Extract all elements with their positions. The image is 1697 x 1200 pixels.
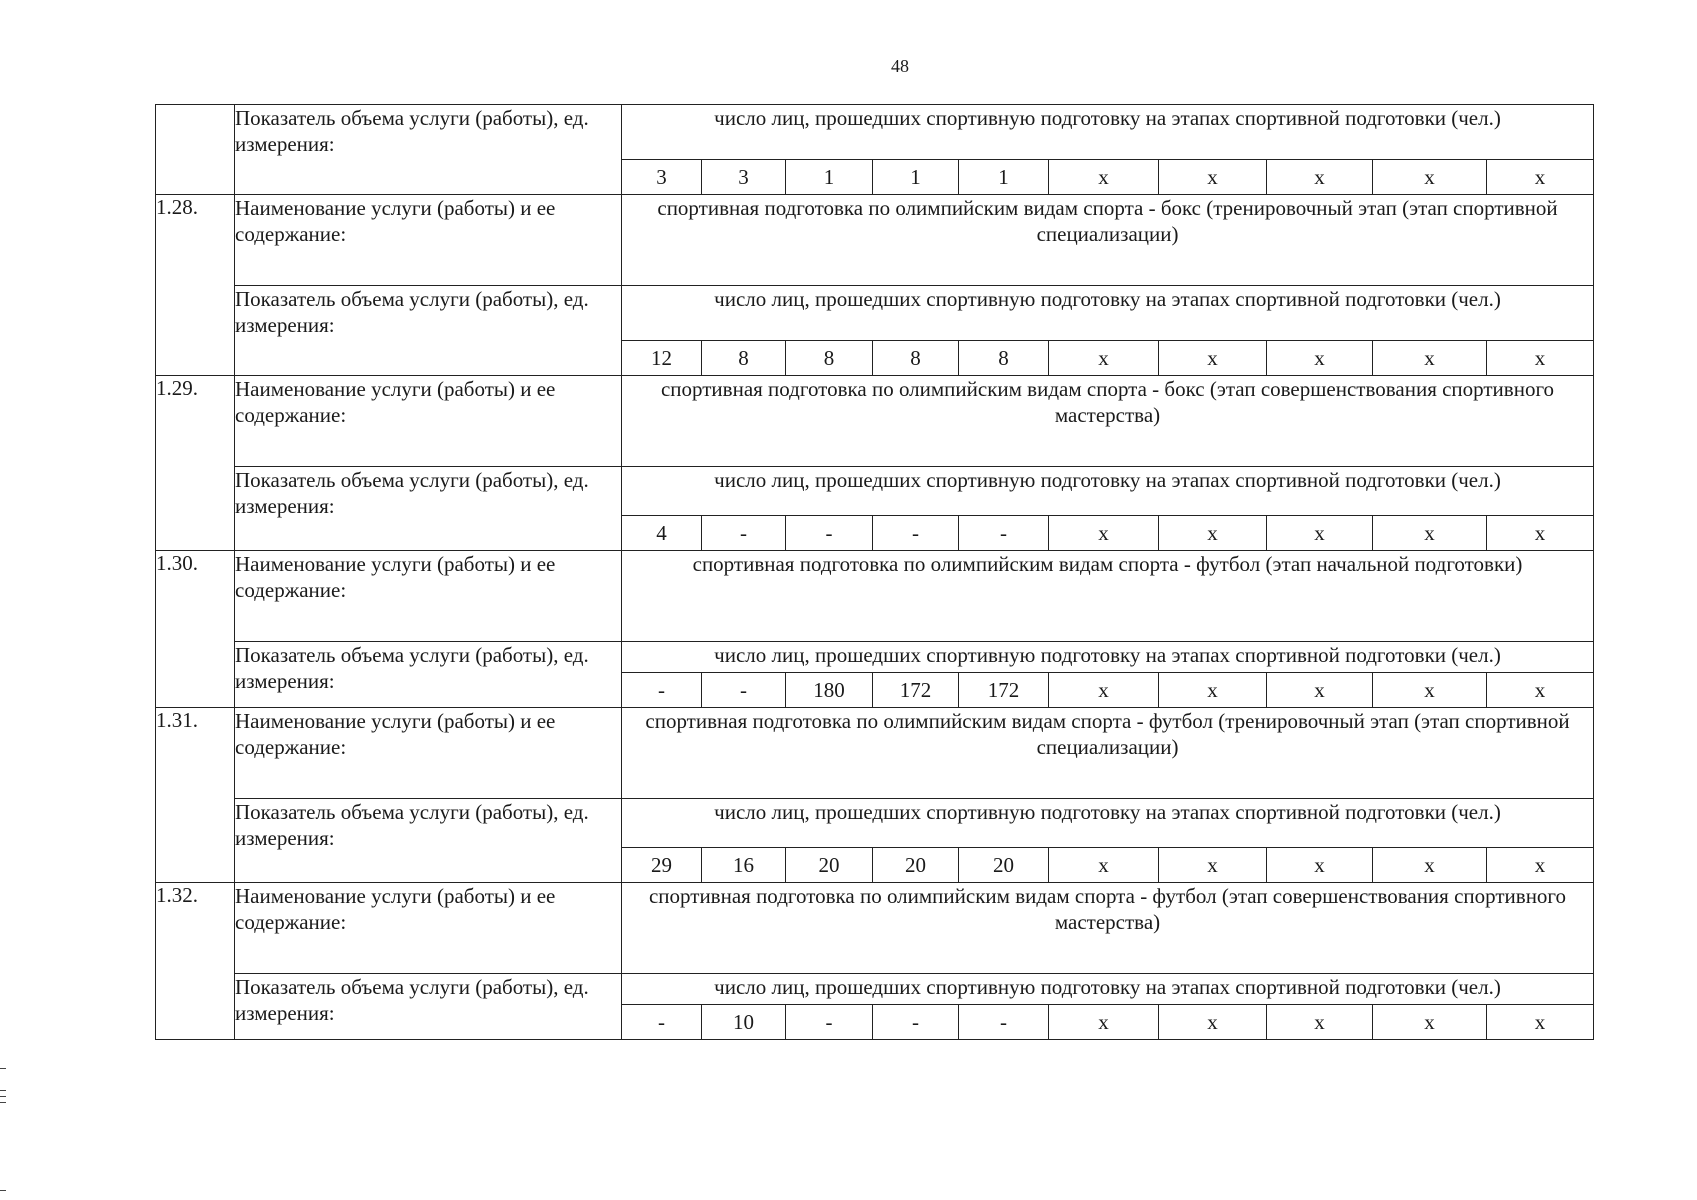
indicator-label: Показатель объема услуги (работы), ед. измерения: xyxy=(235,642,622,708)
indicator-label: Показатель объема услуги (работы), ед. измерения: xyxy=(235,286,622,376)
section-number: 1.29. xyxy=(156,376,235,551)
value-cell: х xyxy=(1159,848,1267,883)
value-cell: х xyxy=(1049,160,1159,195)
indicator-label: Показатель объема услуги (работы), ед. измерения: xyxy=(235,467,622,551)
value-cell: х xyxy=(1373,1005,1487,1040)
value-cell: - xyxy=(622,673,702,708)
service-label: Наименование услуги (работы) и ее содержание: xyxy=(235,708,622,799)
section-number: 1.32. xyxy=(156,883,235,1040)
value-cell: 8 xyxy=(786,341,873,376)
value-cell: х xyxy=(1159,1005,1267,1040)
value-cell: х xyxy=(1267,848,1373,883)
service-row xyxy=(156,195,1594,286)
service-label: Наименование услуги (работы) и ее содержание: xyxy=(235,883,622,974)
value-cell: х xyxy=(1487,848,1594,883)
indicator-row xyxy=(156,642,1594,673)
indicator-label: Показатель объема услуги (работы), ед. измерения: xyxy=(235,105,622,195)
value-cell: х xyxy=(1049,673,1159,708)
value-cell: х xyxy=(1159,516,1267,551)
value-cell: 1 xyxy=(786,160,873,195)
value-cell: 3 xyxy=(702,160,786,195)
value-cell: 1 xyxy=(873,160,959,195)
indicator-text: число лиц, прошедших спортивную подготовку на этапах спортивной подготовки (чел.) xyxy=(622,974,1594,1005)
value-cell: х xyxy=(1049,1005,1159,1040)
value-cell: 8 xyxy=(959,341,1049,376)
value-cell: х xyxy=(1267,673,1373,708)
value-cell: х xyxy=(1267,516,1373,551)
service-row xyxy=(156,708,1594,799)
indicator-row xyxy=(156,467,1594,516)
value-cell: 4 xyxy=(622,516,702,551)
value-cell: х xyxy=(1373,160,1487,195)
value-cell: 8 xyxy=(873,341,959,376)
section-number: 1.28. xyxy=(156,195,235,376)
section-number: 1.31. xyxy=(156,708,235,883)
indicator-text: число лиц, прошедших спортивную подготовку на этапах спортивной подготовки (чел.) xyxy=(622,642,1594,673)
scan-mark xyxy=(0,1090,6,1091)
service-text: спортивная подготовка по олимпийским видам спорта - футбол (этап начальной подготовки) xyxy=(622,551,1594,642)
service-table xyxy=(155,104,1594,1040)
value-cell: х xyxy=(1159,160,1267,195)
value-cell: х xyxy=(1487,516,1594,551)
indicator-row xyxy=(156,105,1594,160)
service-row xyxy=(156,376,1594,467)
service-label: Наименование услуги (работы) и ее содержание: xyxy=(235,376,622,467)
indicator-row xyxy=(156,286,1594,341)
value-cell: х xyxy=(1159,341,1267,376)
value-cell: 20 xyxy=(786,848,873,883)
value-cell: - xyxy=(959,516,1049,551)
scan-mark xyxy=(0,1096,6,1097)
value-cell: х xyxy=(1373,516,1487,551)
value-cell: 3 xyxy=(622,160,702,195)
value-cell: х xyxy=(1487,341,1594,376)
value-cell: 12 xyxy=(622,341,702,376)
value-cell: х xyxy=(1373,848,1487,883)
section-number: 1.30. xyxy=(156,551,235,708)
indicator-text: число лиц, прошедших спортивную подготовку на этапах спортивной подготовки (чел.) xyxy=(622,105,1594,160)
value-cell: 1 xyxy=(959,160,1049,195)
indicator-label: Показатель объема услуги (работы), ед. измерения: xyxy=(235,799,622,883)
service-text: спортивная подготовка по олимпийским видам спорта - футбол (тренировочный этап (этап спортивной специализации) xyxy=(622,708,1594,799)
service-row xyxy=(156,883,1594,974)
value-cell: - xyxy=(959,1005,1049,1040)
value-cell: 180 xyxy=(786,673,873,708)
indicator-text: число лиц, прошедших спортивную подготовку на этапах спортивной подготовки (чел.) xyxy=(622,799,1594,848)
value-cell: х xyxy=(1159,673,1267,708)
value-cell: 20 xyxy=(959,848,1049,883)
value-cell: х xyxy=(1267,160,1373,195)
indicator-text: число лиц, прошедших спортивную подготовку на этапах спортивной подготовки (чел.) xyxy=(622,467,1594,516)
service-text: спортивная подготовка по олимпийским видам спорта - бокс (тренировочный этап (этап спортивной специализации) xyxy=(622,195,1594,286)
value-cell: х xyxy=(1049,848,1159,883)
section-number-empty xyxy=(156,105,235,195)
value-cell: 20 xyxy=(873,848,959,883)
value-cell: - xyxy=(702,516,786,551)
value-cell: х xyxy=(1487,160,1594,195)
value-cell: х xyxy=(1487,1005,1594,1040)
indicator-text: число лиц, прошедших спортивную подготовку на этапах спортивной подготовки (чел.) xyxy=(622,286,1594,341)
indicator-row xyxy=(156,974,1594,1005)
value-cell: х xyxy=(1267,341,1373,376)
service-text: спортивная подготовка по олимпийским видам спорта - футбол (этап совершенствования спортивного мастерства) xyxy=(622,883,1594,974)
indicator-row xyxy=(156,799,1594,848)
value-cell: х xyxy=(1049,341,1159,376)
value-cell: - xyxy=(786,1005,873,1040)
service-label: Наименование услуги (работы) и ее содержание: xyxy=(235,551,622,642)
value-cell: - xyxy=(873,1005,959,1040)
value-cell: 172 xyxy=(873,673,959,708)
page-number: 48 xyxy=(891,56,909,76)
service-row xyxy=(156,551,1594,642)
value-cell: 29 xyxy=(622,848,702,883)
value-cell: х xyxy=(1487,673,1594,708)
value-cell: х xyxy=(1373,341,1487,376)
value-cell: - xyxy=(702,673,786,708)
value-cell: - xyxy=(873,516,959,551)
indicator-label: Показатель объема услуги (работы), ед. измерения: xyxy=(235,974,622,1040)
value-cell: х xyxy=(1267,1005,1373,1040)
value-cell: - xyxy=(786,516,873,551)
service-label: Наименование услуги (работы) и ее содержание: xyxy=(235,195,622,286)
scan-mark xyxy=(0,1068,6,1069)
service-text: спортивная подготовка по олимпийским видам спорта - бокс (этап совершенствования спортивного мастерства) xyxy=(622,376,1594,467)
value-cell: 8 xyxy=(702,341,786,376)
value-cell: 16 xyxy=(702,848,786,883)
value-cell: - xyxy=(622,1005,702,1040)
value-cell: 10 xyxy=(702,1005,786,1040)
scan-mark xyxy=(0,1102,6,1103)
value-cell: х xyxy=(1373,673,1487,708)
value-cell: х xyxy=(1049,516,1159,551)
value-cell: 172 xyxy=(959,673,1049,708)
scan-mark xyxy=(0,1190,6,1191)
